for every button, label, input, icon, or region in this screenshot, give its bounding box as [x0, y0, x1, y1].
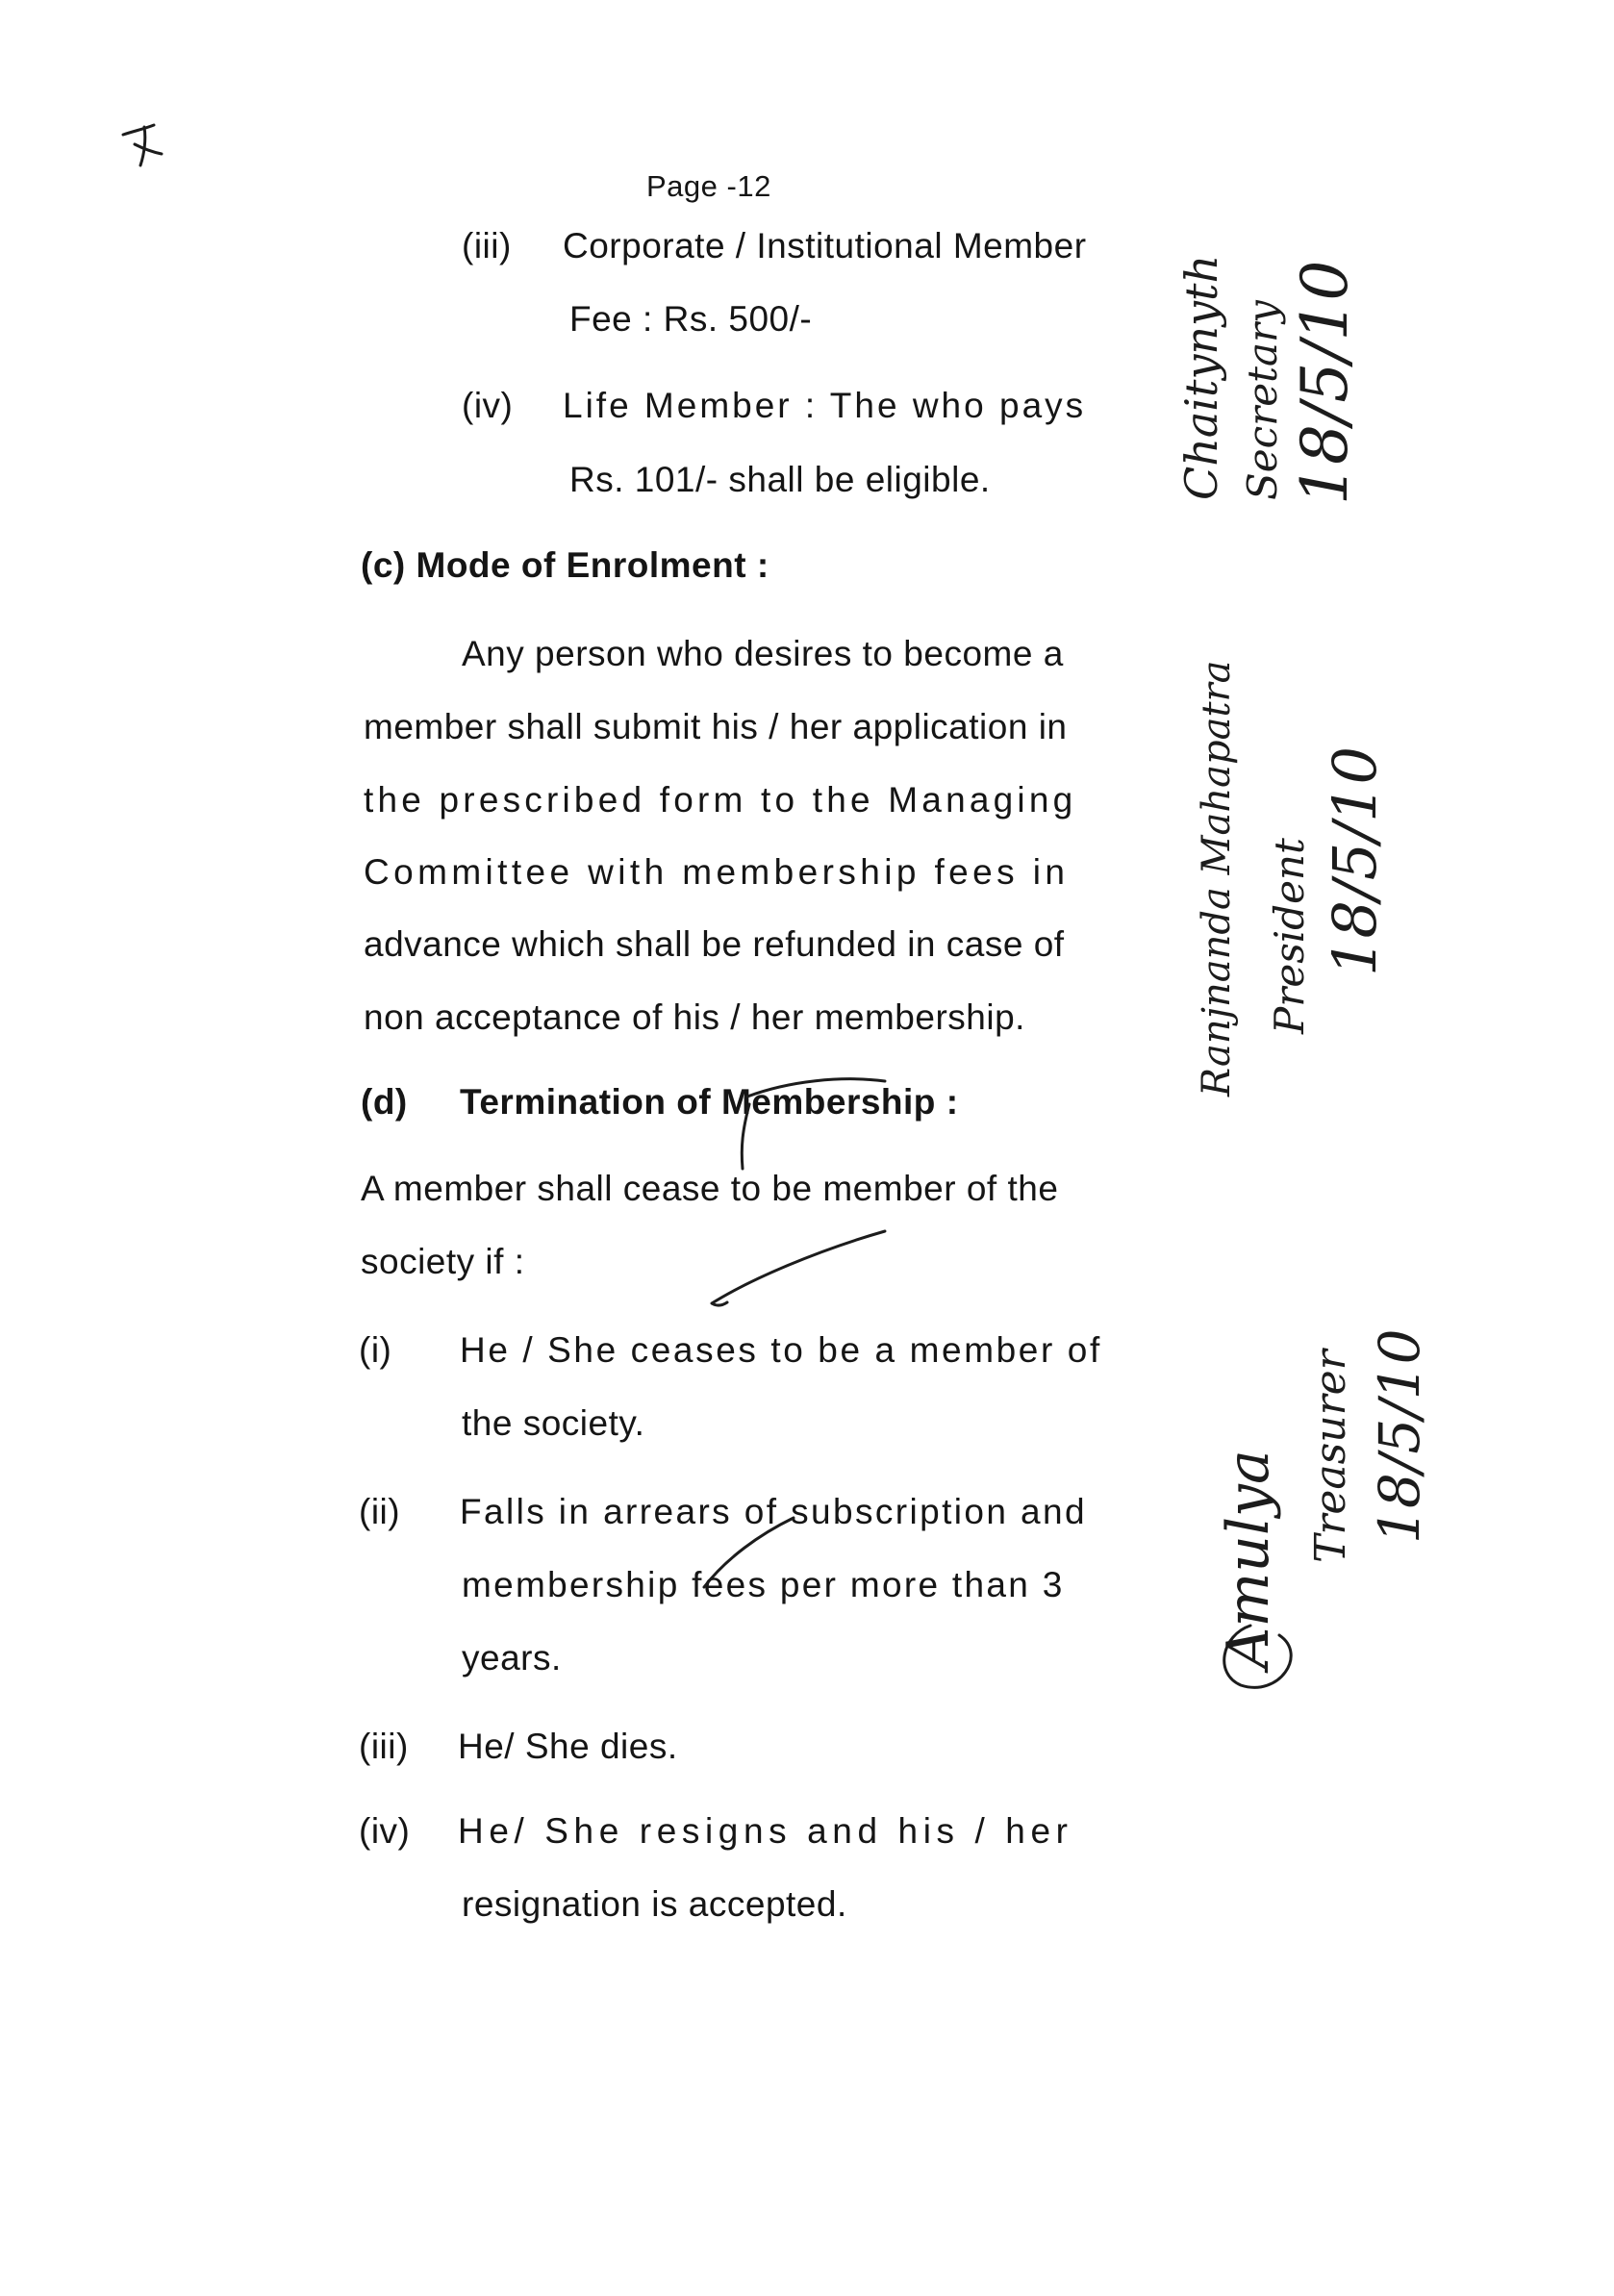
corner-scribble: [123, 125, 162, 165]
list-item-line: Falls in arrears of subscription and: [460, 1492, 1087, 1531]
pen-stroke: [747, 1079, 885, 1097]
paragraph-line: the prescribed form to the Managing: [364, 780, 1077, 820]
paragraph-line: non acceptance of his / her membership.: [364, 997, 1025, 1037]
svg-text:18/5/10: 18/5/10: [1288, 260, 1362, 505]
paragraph-line: Committee with membership fees in: [364, 852, 1070, 892]
list-item-line: He/ She resigns and his / her: [458, 1811, 1073, 1851]
section-heading: Termination of Membership :: [460, 1082, 959, 1122]
secretary-signature: [1175, 255, 1286, 500]
list-marker: (i): [359, 1330, 392, 1370]
svg-text:18/5/10: 18/5/10: [1367, 1328, 1432, 1544]
president-signature: [1195, 661, 1239, 1098]
president-date: [1320, 746, 1390, 976]
paragraph-line: A member shall cease to be member of the: [361, 1169, 1059, 1208]
section-heading: (c) Mode of Enrolment :: [361, 545, 769, 585]
section-marker: (d): [361, 1082, 408, 1122]
list-item-line: the society.: [462, 1403, 645, 1443]
paragraph-line: society if :: [361, 1242, 525, 1281]
treasurer-title: [1306, 1347, 1355, 1563]
paragraph-line: member shall submit his / her application in: [364, 707, 1068, 746]
list-item-line: He/ She dies.: [458, 1727, 678, 1766]
svg-text:Amulya: Amulya: [1215, 1450, 1282, 1669]
paragraph-line: Any person who desires to become a: [462, 634, 1064, 673]
list-marker: (iii): [462, 226, 512, 265]
list-item-line: Fee : Rs. 500/-: [569, 299, 813, 339]
svg-text:Chaitynyth: Chaitynyth: [1175, 254, 1227, 500]
svg-text:Ranjnanda Mahapatra: Ranjnanda Mahapatra: [1195, 660, 1239, 1097]
paragraph-line: advance which shall be refunded in case of: [364, 924, 1065, 964]
list-item-line: resignation is accepted.: [462, 1884, 847, 1924]
list-marker: (iv): [462, 386, 514, 425]
pen-stroke: [712, 1231, 885, 1305]
list-marker: (iv): [359, 1811, 411, 1851]
list-item-line: Corporate / Institutional Member: [563, 226, 1087, 265]
list-marker: (ii): [359, 1492, 401, 1531]
svg-text:18/5/10: 18/5/10: [1320, 745, 1390, 976]
list-item-line: Life Member : The who pays: [563, 386, 1087, 425]
pen-stroke: [742, 1104, 749, 1169]
svg-text:President: President: [1266, 838, 1313, 1034]
president-title: [1266, 838, 1313, 1035]
treasurer-signature: [1215, 1450, 1282, 1674]
list-item-line: years.: [462, 1638, 562, 1678]
list-item-line: Rs. 101/- shall be eligible.: [569, 460, 991, 499]
pen-stroke: [704, 1518, 794, 1587]
treasurer-date: [1367, 1328, 1432, 1544]
secretary-date: [1288, 261, 1362, 505]
list-marker: (iii): [359, 1727, 409, 1766]
page-number: Page -12: [646, 169, 771, 203]
svg-text:Treasurer: Treasurer: [1306, 1350, 1355, 1563]
svg-text:Secretary: Secretary: [1239, 300, 1286, 500]
list-item-line: membership fees per more than 3: [462, 1565, 1065, 1604]
list-item-line: He / She ceases to be a member of: [460, 1330, 1102, 1370]
